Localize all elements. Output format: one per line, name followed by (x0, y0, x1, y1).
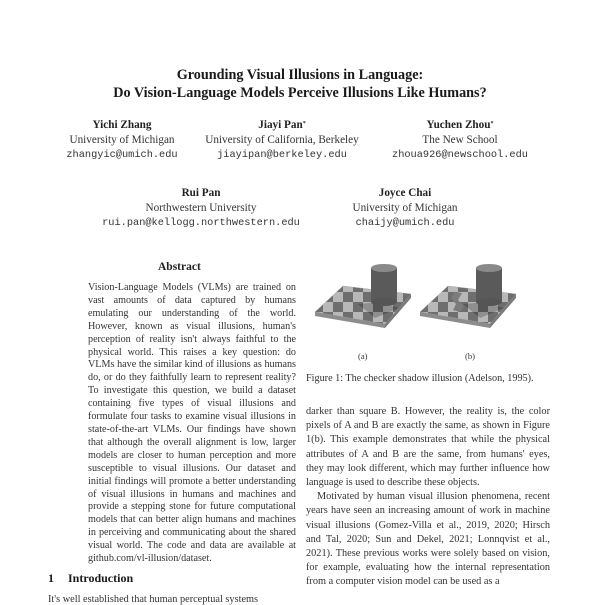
author-name: Yuchen Zhou* (426, 119, 494, 131)
right-column-text (306, 405, 550, 590)
paragraph: darker than square B. However, the reality is, the color pixels of A and B are exactly the same, as shown in Figure 1(b). This example demonstrates that while the physical attributes of A and B are the same, from humans' eyes, they may look different, which may further influence how language is used to describe these objects. (306, 406, 550, 489)
author-name: Jiayi Pan* (258, 119, 306, 131)
author-affiliation: University of Michigan (69, 134, 175, 146)
section-heading (48, 571, 133, 586)
author-block (376, 118, 544, 163)
author-email: rui.pan@kellogg.northwestern.edu (102, 217, 300, 229)
abstract-text: Vision-Language Models (VLMs) are trained on vast amounts of data captured by humans emulating our understanding of the world. However, known as visual illusions, human's perception of reality isn't always faithful to the physical world. This raises a key question: do VLMs have the similar kind of illusions as humans do, or do they faithfully learn to represent reality? To investigate this question, we build a dataset containing five types of visual illusions and formulate four tasks to examine visual illusions in state-of-the-art VLMs. Our findings have shown that although the overall alignment is low, larger models are closer to human perception and more susceptible to visual illusions. Our dataset and initial findings will promote a better understanding of visual illusions in humans and machines and provide a stepping stone for future computational models that can better align humans and machines in perceiving and communicating about the shared visual world. The code and data are available at github.com/vl-illusion/dataset. (88, 282, 296, 565)
author-block (58, 118, 186, 163)
equal-contribution-mark: * (302, 121, 306, 127)
section-title: Introduction (68, 571, 134, 585)
paragraph: Motivated by human visual illusion phenomena, recent years have seen an increasing amount of work in machine visual illusions (Gomez-Villa et al., 2019, 2020; Hirsch and Tal, 2020; Sun and Dekel, 2021; Lonnqvist et al., 2021). These previous works were solely based on vision, for example, evaluating how the internal representation from a computer vision model can be used as a (306, 491, 550, 588)
author-affiliation: The New School (422, 134, 498, 146)
author-affiliation: University of Michigan (352, 202, 458, 214)
paper-title (0, 66, 600, 102)
author-affiliation: Northwestern University (145, 202, 257, 214)
title-line-2: Do Vision-Language Models Perceive Illusions Like Humans? (113, 85, 487, 101)
author-name: Joyce Chai (378, 187, 432, 199)
author-email: jiayipan@berkeley.edu (217, 149, 347, 161)
checker-shadow-image-a (313, 262, 413, 334)
figure-caption: Figure 1: The checker shadow illusion (Adelson, 1995). (306, 373, 534, 384)
author-name: Yichi Zhang (92, 119, 152, 131)
author-email: zhoua926@newschool.edu (392, 149, 528, 161)
author-email: chaijy@umich.edu (355, 217, 455, 229)
section-number: 1 (48, 571, 54, 585)
subfigure-label-b: (b) (465, 351, 476, 361)
subfigure-label-a: (a) (358, 351, 368, 361)
title-line-1: Grounding Visual Illusions in Language: (176, 67, 424, 83)
intro-text: It's well established that human perceptual systems (48, 594, 259, 605)
checker-shadow-image-b (418, 262, 518, 334)
author-block (330, 186, 480, 231)
author-block (96, 186, 306, 231)
abstract-heading: Abstract (158, 261, 201, 273)
equal-contribution-mark: * (490, 121, 494, 127)
author-email: zhangyic@umich.edu (66, 149, 178, 161)
author-affiliation: University of California, Berkeley (205, 134, 359, 146)
author-block (188, 118, 376, 163)
author-name: Rui Pan (181, 187, 221, 199)
